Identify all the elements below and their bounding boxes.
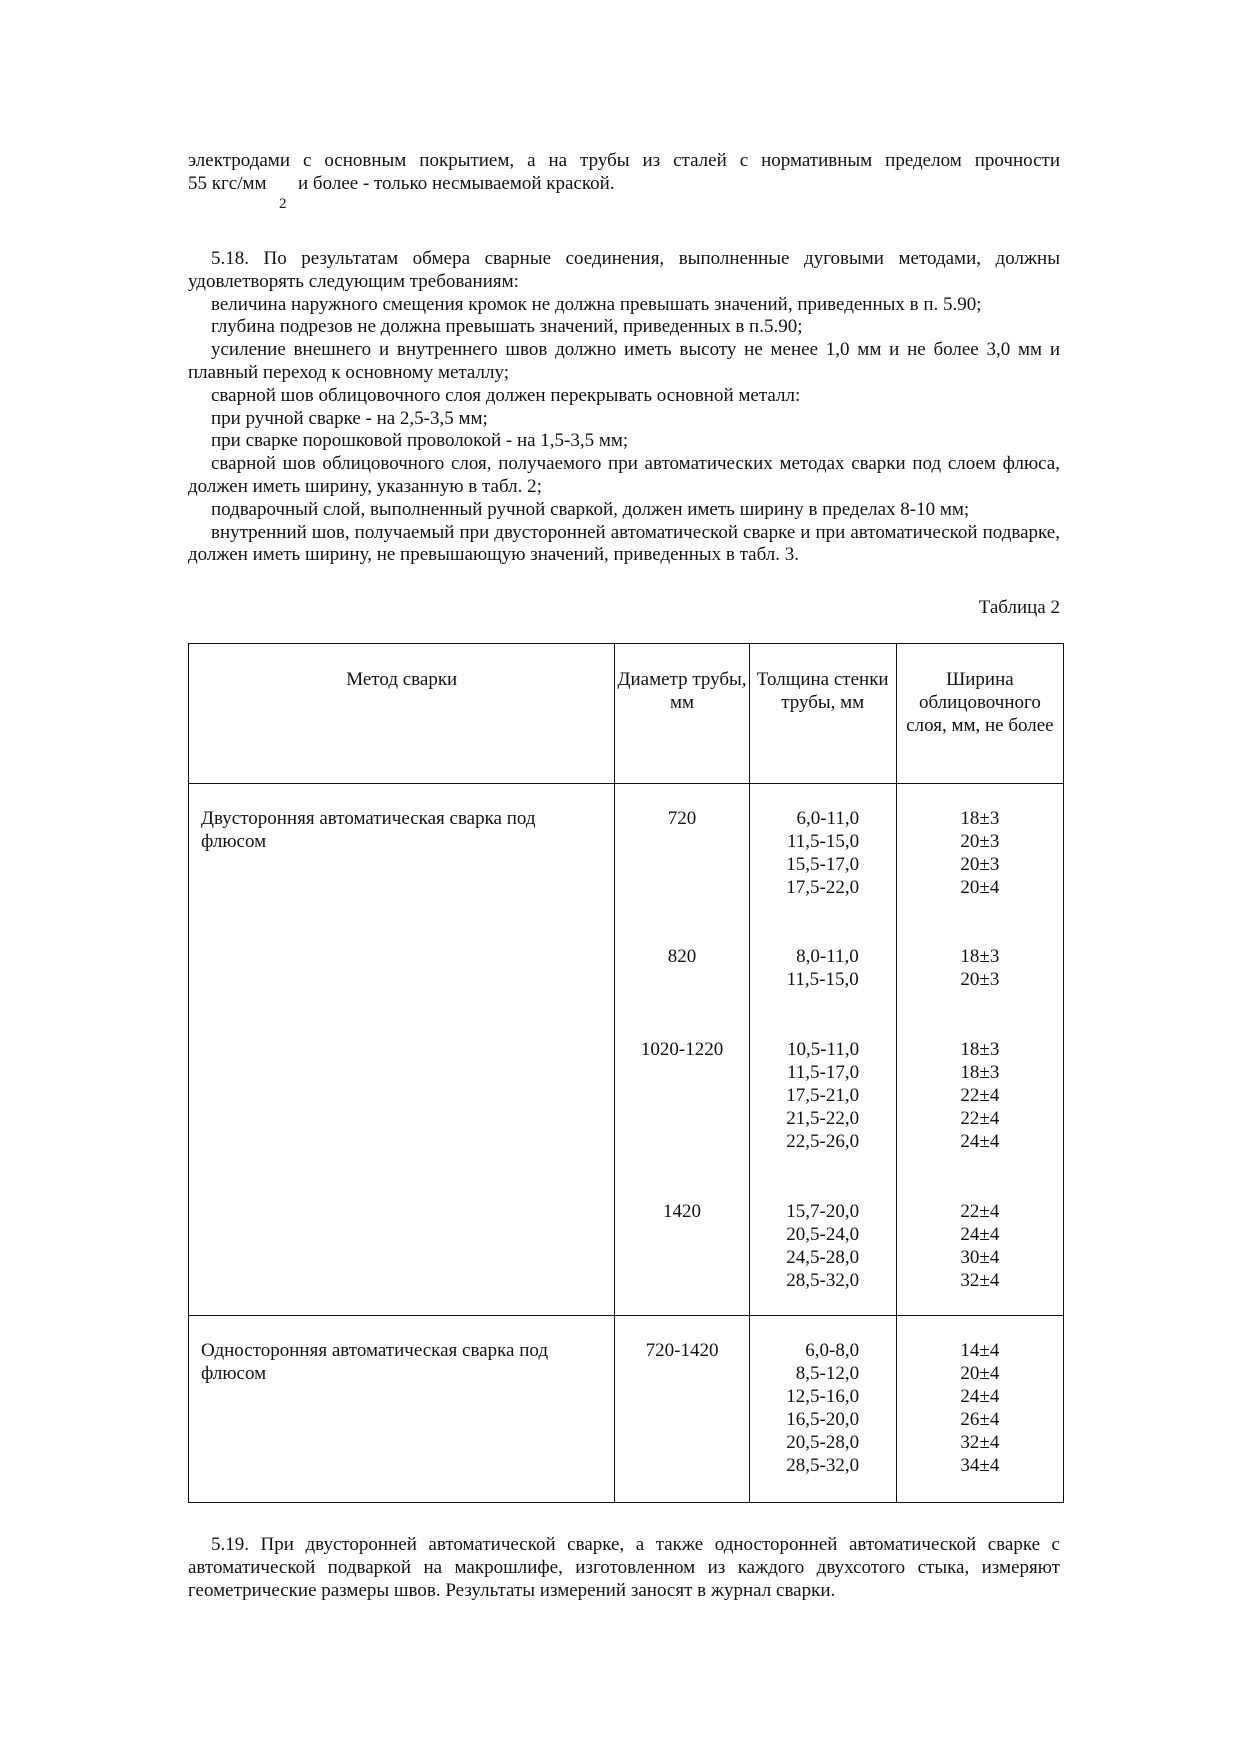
- width-list: [960, 1339, 999, 1477]
- method-cell-empty: [189, 922, 615, 1015]
- diameter-cell: 820: [615, 922, 749, 1015]
- table-row: [189, 1177, 1064, 1316]
- width-value: 32±4: [960, 1269, 1000, 1291]
- thickness-value: 28,5-32,0: [786, 1269, 860, 1291]
- thickness-list: [786, 1038, 859, 1153]
- intro-paragraph: [188, 150, 1060, 212]
- thickness-cell: [749, 783, 896, 922]
- width-cell: [896, 922, 1063, 1015]
- thickness-cell: [749, 922, 896, 1015]
- thickness-value: 12,5-16,0: [786, 1385, 860, 1407]
- intro-line-1: электродами с основным покрытием, а на трубы из сталей с нормативным пределом прочности: [188, 150, 1060, 171]
- requirement-item: величина наружного смещения кромок не должна превышать значений, приведенных в п. 5.90;: [211, 293, 982, 315]
- requirement-item: глубина подрезов не должна превышать значений, приведенных в п.5.90;: [211, 316, 803, 338]
- width-value: 24±4: [960, 1130, 1000, 1152]
- thickness-value: 11,5-15,0: [786, 830, 860, 852]
- thickness-value: 22,5-26,0: [786, 1130, 860, 1152]
- thickness-value: 16,5-20,0: [786, 1408, 860, 1430]
- thickness-value: 15,5-17,0: [786, 853, 860, 875]
- width-value: 14±4: [960, 1339, 1000, 1361]
- unit-exponent: 2: [279, 195, 287, 212]
- table-header-row: [189, 644, 1064, 784]
- thickness-value: 17,5-21,0: [786, 1084, 860, 1106]
- diameter-cell: 1420: [615, 1177, 749, 1316]
- width-cell: [896, 783, 1063, 922]
- width-value: 26±4: [960, 1408, 1000, 1430]
- intro-line-2-rest: и более - только несмываемой краской.: [298, 172, 615, 194]
- width-value: 24±4: [960, 1385, 1000, 1407]
- width-value: 18±3: [960, 946, 1000, 968]
- table-row: [189, 1015, 1064, 1177]
- width-value: 18±3: [960, 1038, 1000, 1060]
- section-5-19-text: 5.19. При двусторонней автоматической сварке, а также односторонней автоматической сварке с автоматической подваркой на макрошлифе, изготовленном из каждого двухсотого стыка, измеряют геометрические размеры швов. Результаты измерений заносят в журнал сварки.: [188, 1534, 1060, 1601]
- width-value: 20±3: [960, 853, 1000, 875]
- thickness-cell: [749, 1177, 896, 1316]
- thickness-value: 10,5-11,0: [786, 1038, 860, 1060]
- thickness-cell: [749, 1315, 896, 1502]
- method-cell: Односторонняя автоматическая сварка под флюсом: [189, 1315, 615, 1502]
- method-cell-empty: [189, 1177, 615, 1316]
- thickness-value: 6,0-11,0: [796, 807, 860, 829]
- diameter-cell: 720: [615, 783, 749, 922]
- width-value: 20±4: [960, 876, 1000, 898]
- width-value: 22±4: [960, 1200, 1000, 1222]
- method-cell-empty: [189, 1015, 615, 1177]
- width-cell: [896, 1315, 1063, 1502]
- thickness-value: 17,5-22,0: [786, 876, 860, 898]
- thickness-value: 24,5-28,0: [786, 1246, 860, 1268]
- unit-text: 55 кгс/мм: [188, 172, 267, 194]
- width-value: 18±3: [960, 1061, 1000, 1083]
- thickness-list: [786, 1339, 859, 1477]
- thickness-list: [786, 1200, 859, 1292]
- requirement-item: усиление внешнего и внутреннего швов должно иметь высоту не менее 1,0 мм и не более 3,0 мм и плавный переход к основному металлу;: [188, 339, 1060, 383]
- header-thickness: Толщина стенки трубы, мм: [749, 644, 896, 784]
- width-cell: [896, 1015, 1063, 1177]
- section-5-18-lead: 5.18. По результатам обмера сварные соединения, выполненные дуговыми методами, должны удовлетворять следующим требованиям:: [188, 248, 1060, 292]
- thickness-value: 8,0-11,0: [796, 946, 859, 968]
- diameter-cell: 720-1420: [615, 1315, 749, 1502]
- width-value: 22±4: [960, 1107, 1000, 1129]
- thickness-value: 20,5-28,0: [786, 1431, 860, 1453]
- requirement-item: подварочный слой, выполненный ручной сваркой, должен иметь ширину в пределах 8-10 мм;: [211, 498, 970, 520]
- width-value: 20±4: [960, 1362, 1000, 1384]
- thickness-value: 20,5-24,0: [786, 1223, 860, 1245]
- width-list: [960, 1038, 999, 1153]
- table-row: [189, 922, 1064, 1015]
- width-list: [960, 945, 999, 991]
- thickness-value: 8,5-12,0: [795, 1362, 860, 1384]
- width-value: 34±4: [960, 1454, 1000, 1476]
- width-value: 20±3: [960, 830, 1000, 852]
- section-5-18: [188, 248, 1060, 567]
- width-value: 20±3: [960, 969, 1000, 991]
- width-value: 30±4: [960, 1246, 1000, 1268]
- section-5-19: [188, 1534, 1060, 1602]
- header-width: Ширина облицовочного слоя, мм, не более: [896, 644, 1063, 784]
- requirement-item: сварной шов облицовочного слоя, получаемого при автоматических методах сварки под слоем флюса, должен иметь ширину, указанную в табл. 2;: [188, 453, 1060, 497]
- header-method: Метод сварки: [189, 644, 615, 784]
- header-diameter: Диаметр трубы, мм: [615, 644, 749, 784]
- width-value: 32±4: [960, 1431, 1000, 1453]
- thickness-list: [786, 807, 859, 899]
- width-value: 22±4: [960, 1084, 1000, 1106]
- thickness-value: 11,5-15,0: [786, 969, 859, 991]
- thickness-cell: [749, 1015, 896, 1177]
- thickness-list: [787, 945, 859, 991]
- thickness-value: 6,0-8,0: [805, 1339, 860, 1361]
- requirement-item: при сварке порошковой проволокой - на 1,5-3,5 мм;: [211, 430, 629, 452]
- requirement-item: сварной шов облицовочного слоя должен перекрывать основной металл:: [211, 384, 801, 406]
- thickness-value: 11,5-17,0: [786, 1061, 860, 1083]
- requirement-item: при ручной сварке - на 2,5-3,5 мм;: [211, 407, 488, 429]
- width-value: 24±4: [960, 1223, 1000, 1245]
- width-list: [960, 807, 999, 899]
- width-list: [960, 1200, 999, 1292]
- table-caption: Таблица 2: [978, 597, 1060, 618]
- weld-width-table: [188, 643, 1064, 1503]
- table-row: [189, 1315, 1064, 1502]
- diameter-cell: 1020-1220: [615, 1015, 749, 1177]
- requirement-item: внутренний шов, получаемый при двусторонней автоматической сварке и при автоматической подварке, должен иметь ширину, не превышающую значений, приведенных в табл. 3.: [188, 521, 1060, 566]
- method-cell: Двусторонняя автоматическая сварка под флюсом: [189, 783, 615, 922]
- table-row: [189, 783, 1064, 922]
- thickness-value: 15,7-20,0: [786, 1200, 860, 1222]
- thickness-value: 28,5-32,0: [786, 1454, 860, 1476]
- width-cell: [896, 1177, 1063, 1316]
- intro-line-2: [188, 172, 1060, 212]
- thickness-value: 21,5-22,0: [786, 1107, 860, 1129]
- width-value: 18±3: [960, 807, 1000, 829]
